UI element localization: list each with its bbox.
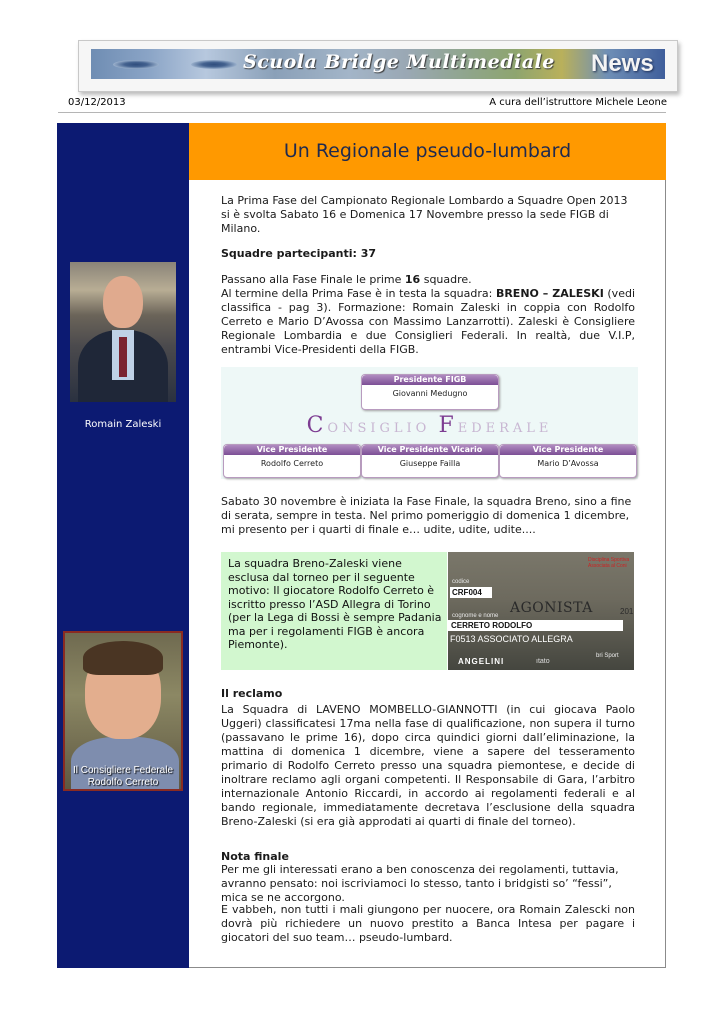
vice-president-vicario-box: Vice Presidente Vicario Giuseppe Failla (361, 444, 499, 478)
nota-paragraph-1: Per me gli interessati erano a ben conoscenza dei regolamenti, tuttavia, avranno pensato: noi iscriviamoci lo stesso, tanto i bridgisti so’ “fessi”, mica se ne accorgono. (221, 863, 619, 904)
card-agonista: AGONISTA (510, 600, 593, 616)
nota-paragraph-2: E vabbeh, non tutti i mali giungono per nuocere, ora Romain Zalescki non dovrà più richiedere un nuovo prestito a Banca Intesa per pagare i giocatori del suo team… pseudo-lumbard. (221, 903, 635, 944)
exclusion-text: La squadra Breno-Zaleski viene esclusa dal torneo per il seguente motivo: Il giocatore Rodolfo Cerreto è iscritto presso l’ASD Allegra di Torino (per la Lega di Bossi è sempre Padania ma per i regolamenti FIGB è ancora Piemonte). (228, 557, 442, 651)
zaleski-caption: Romain Zaleski (84, 419, 162, 430)
final-phase-story: Sabato 30 novembre è iniziata la Fase Finale, la squadra Breno, sino a fine di serata, sempre in testa. Nel primo pomeriggio di domenica 1 dicembre, mi presento per i quarti di finale e… udite, udite, udite.... (221, 495, 632, 536)
zaleski-photo (70, 262, 176, 402)
cerreto-caption (65, 765, 181, 789)
card-discipline: Disciplina Sportiva Associata al Coni (588, 557, 630, 569)
header-banner (78, 40, 678, 92)
banner-news-label: News (591, 50, 654, 77)
card-name: CERRETO RODOLFO (448, 620, 623, 631)
president-box: Presidente FIGB Giovanni Medugno (361, 374, 499, 410)
reclamo-paragraph: La Squadra di LAVENO MOMBELLO-GIANNOTTI (in cui giocava Paolo Uggeri) classificatesi 17ma nella fase di qualificazione, non supera il turno (passavano le prime 16), dopo circa quindici giorni dall’eliminazione, la mattina di domenica 1 dicembre, viene a sapere del tesseramento primario di Rodolfo Cerreto presso una squadra piemontese, e decide di inoltrare reclamo agli organi competenti. Il Responsabile di Gara, l’arbitro internazionale Antonio Riccardi, in accordo ai regolamenti federali e al bando regionale, immediatamente decretava l’esclusione della squadra Breno-Zaleski (si era già approdati ai quarti di finale del torneo). (221, 703, 635, 828)
intro-paragraph: La Prima Fase del Campionato Regionale Lombardo a Squadre Open 2013 si è svolta Sabato 16 e Domenica 17 Novembre presso la sede FIGB di Milano. (221, 194, 628, 235)
reclamo-heading: Il reclamo (221, 687, 283, 700)
banner-image (91, 49, 665, 79)
eye-graphic (113, 60, 159, 69)
cerreto-caption-line2: Rodolfo Cerreto (87, 777, 159, 788)
card-association: F0513 ASSOCIATO ALLEGRA (450, 634, 573, 644)
issue-date: 03/12/2013 (68, 97, 126, 108)
vice-president-2-box: Vice Presidente Mario D’Avossa (499, 444, 637, 478)
leader-paragraph: Al termine della Prima Fase è in testa la squadra: BRENO – ZALESKI (vedi classifica - pag 3). Formazione: Romain Zaleski in coppia con Rodolfo Cerreto e Mario D’Avossa con Massimo Lanzarrotti). Zaleski è Consigliere Regionale Lombardia e due Consiglieri Federali. In realtà, due V.I.P, entrambi Vice-Presidenti della FIGB. (221, 287, 636, 356)
federal-council-chart (221, 367, 638, 479)
card-sponsor: ANGELINI (458, 657, 505, 666)
card-sport-logo: bri Sport (596, 653, 619, 659)
card-name-label: cognome e nome (452, 613, 499, 619)
page-title: Un Regionale pseudo-lumbard (283, 140, 572, 162)
teams-count: Squadre partecipanti: 37 (221, 247, 377, 260)
card-year: 201 (620, 607, 634, 616)
header-divider (58, 112, 666, 113)
card-code: CRF004 (450, 587, 492, 598)
card-code-label: codice (452, 579, 470, 585)
sidebar (57, 123, 189, 968)
eye-graphic (191, 60, 237, 69)
council-title: CONSIGLIO FEDERALE (306, 413, 553, 438)
banner-title: Scuola Bridge Multimediale (243, 51, 555, 73)
nota-heading: Nota finale (221, 850, 289, 863)
byline: A cura dell’istruttore Michele Leone (489, 97, 667, 108)
vice-president-box: Vice Presidente Rodolfo Cerreto (223, 444, 361, 478)
final-phase-paragraph: Passano alla Fase Finale le prime 16 squadre. (221, 273, 472, 286)
card-logo: ıtato (536, 658, 550, 665)
cerreto-caption-line1: Il Consigliere Federale (72, 765, 174, 776)
cerreto-photo (63, 631, 183, 791)
membership-card-image (448, 552, 634, 670)
banner-frame (78, 40, 678, 92)
